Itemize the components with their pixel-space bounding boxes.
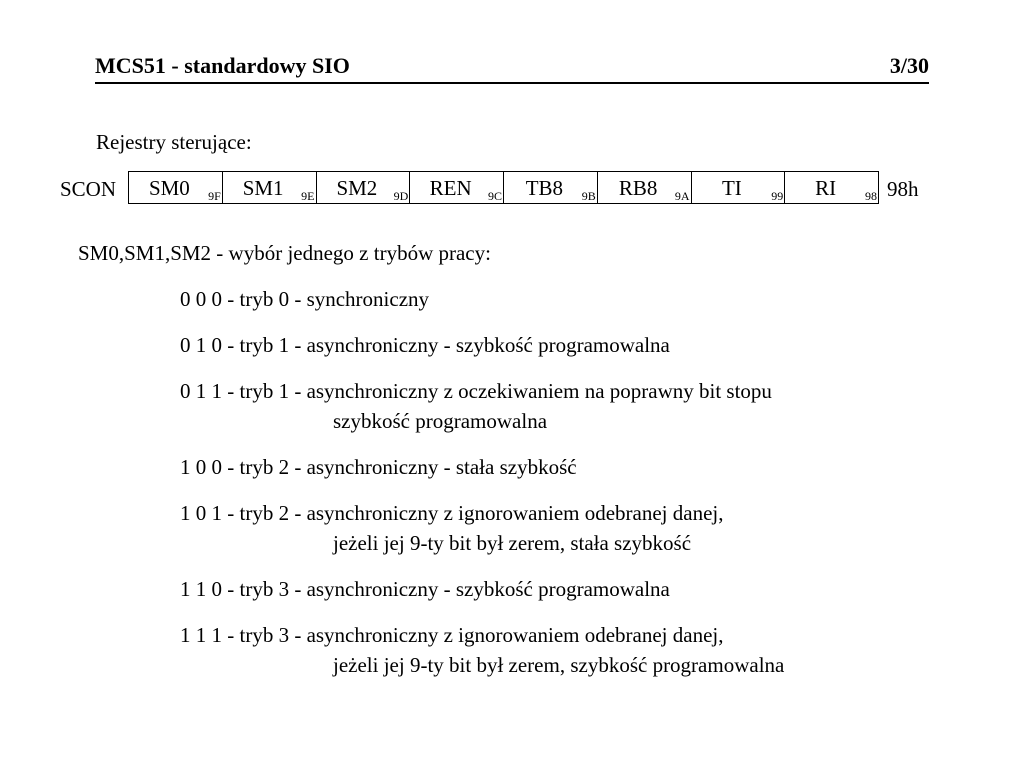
title-text: MCS51 - standardowy SIO xyxy=(95,53,350,78)
bit-address: 9C xyxy=(487,189,502,203)
mode-continuation: szybkość programowalna xyxy=(333,409,548,433)
bit-address: 9A xyxy=(674,189,690,203)
bit-address: 9E xyxy=(301,189,315,203)
mode-line: 0 1 1 - tryb 1 - asynchroniczny z oczekiwaniem na poprawny bit stopu xyxy=(180,379,772,403)
mode-line: 1 1 0 - tryb 3 - asynchroniczny - szybkość programowalna xyxy=(180,577,670,601)
bit-name: TB8 xyxy=(525,176,564,200)
mode-line: 0 1 0 - tryb 1 - asynchroniczny - szybkość programowalna xyxy=(180,333,670,357)
bit-name: SM1 xyxy=(242,176,284,200)
bit-cell-ren xyxy=(410,172,504,203)
bit-cell-sm1 xyxy=(223,172,317,203)
register-address: 98h xyxy=(887,177,919,201)
bit-address: 99 xyxy=(771,189,784,203)
mode-continuation: jeżeli jej 9-ty bit był zerem, szybkość programowalna xyxy=(333,653,785,677)
bit-name: REN xyxy=(429,176,472,200)
mode-line: 1 1 1 - tryb 3 - asynchroniczny z ignorowaniem odebranej danej, xyxy=(180,623,724,647)
mode-item xyxy=(180,284,960,314)
bit-cell-tb8 xyxy=(504,172,598,203)
bit-cell-rb8 xyxy=(598,172,692,203)
bit-cell-sm2 xyxy=(317,172,411,203)
page-number: 3/30 xyxy=(889,53,929,78)
register-name: SCON xyxy=(60,177,117,201)
mode-item xyxy=(180,574,960,604)
bit-cell-ti xyxy=(692,172,786,203)
bit-address: 9B xyxy=(581,189,596,203)
mode-item xyxy=(180,330,960,360)
mode-item xyxy=(180,620,960,680)
mode-item xyxy=(180,376,960,436)
bit-name: SM2 xyxy=(336,176,378,200)
bit-address: 98 xyxy=(865,189,877,203)
bit-address: 9D xyxy=(393,189,409,203)
mode-item xyxy=(180,498,960,558)
mode-line: 1 0 0 - tryb 2 - asynchroniczny - stała szybkość xyxy=(180,455,577,479)
mode-continuation: jeżeli jej 9-ty bit był zerem, stała szybkość xyxy=(333,531,692,555)
mode-intro: SM0,SM1,SM2 - wybór jednego z trybów pracy: xyxy=(78,241,491,265)
bit-name: TI xyxy=(721,176,742,200)
mode-item xyxy=(180,452,960,482)
register-bit-table xyxy=(128,171,879,204)
mode-line: 0 0 0 - tryb 0 - synchroniczny xyxy=(180,287,430,311)
bit-name: RB8 xyxy=(618,176,658,200)
section-heading: Rejestry sterujące: xyxy=(96,130,252,154)
bit-name: RI xyxy=(815,176,837,200)
mode-line: 1 0 1 - tryb 2 - asynchroniczny z ignorowaniem odebranej danej, xyxy=(180,501,724,525)
mode-list xyxy=(180,284,960,696)
bit-cell-sm0 xyxy=(129,172,223,203)
bit-name: SM0 xyxy=(148,176,190,200)
slide-title xyxy=(95,52,929,84)
bit-cell-ri xyxy=(785,172,878,203)
bit-address: 9F xyxy=(208,189,221,203)
